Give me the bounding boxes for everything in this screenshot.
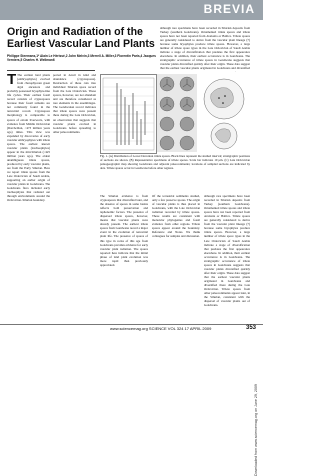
download-text: Downloaded from www.sciencemag.org on June 29, 2009 [254, 384, 258, 476]
body-column-4 [100, 194, 148, 321]
column-1-text: The earliest land plants (embryophytes) evolved from charophycean green algal ancestors and probably possessed bryophyte-like life cycles. Their earliest fossil record consists of cryptospores because their fossil remains are not commonly found in the terrestrial record. Cryptospore morphology is comparable to spores of extant liverworts, with evidence from Middle Ordovician (Darriwilian, ~473 million years ago) times. This view was expanded by discoveries of early vascular embryophytes with trilete spores. The earliest known vascular plants (tracheophytes) appear in the mid-Silurian (~425 million years ago). The oldest unambiguous trilete spores, produced by early vascular plants, are from the Early Silurian. Here we report trilete spores from the Late Ordovician of Saudi Arabia, supporting an earlier origin of vascular plants in Gondwana. The Gondwana flora included early tracheophytes that radiated out through environments around the Ordovician–Silurian boundary. [7, 73, 50, 203]
section-label: BREVIA [203, 2, 255, 16]
journal-info: www.sciencemag.org SCIENCE VOL 324 17 APRIL 2009 [110, 326, 212, 331]
column-3-text: although rare specimens have been recorded in Silurian deposits from Turkey (southern Gondwana). Ornamented trilete spores and trilete spores have not been reported from Avalonia or Baltica. Trilete spores are generally considered to derive from the vascular plant lineage (7) because some bryophytes produce trilete spores. However, a large number of trilete spore types in the Late Ordovician of Saudi Arabia indicate a stage of diversification that predates the first appearance elsewhere. In addition, their earliest occurrence is in Gondwana. The stratigraphic occurrence of trilete spores in Gondwana suggests that vascular plants diversified quickly after their origin. These data suggest that the earliest vascular plants originated in Gondwana and diversified [160, 26, 250, 71]
body-column-1 [7, 73, 50, 321]
section-banner [0, 0, 263, 20]
figure-caption [100, 154, 250, 190]
article-title: Origin and Radiation of the Earliest Vascular Land Plants [7, 26, 155, 50]
figure-panel-map [199, 74, 250, 152]
download-watermark [254, 160, 262, 476]
body-column-6 [204, 194, 250, 321]
footer-rule [0, 324, 263, 325]
body-column-2 [53, 73, 96, 321]
title-rule [7, 70, 95, 71]
drop-cap: T [7, 71, 17, 88]
page-number: 353 [245, 325, 256, 331]
spore-micrographs [157, 74, 197, 152]
author-list: Philippe Steemans,1* Alain Le Hérissé,2 John Melvin,3 Merrell A. Miller,3 Florentin Paris,4 Jacques Verniers,5 Charles H. Wellman6 [7, 54, 156, 63]
column-2-text: ported in detail in kind and abundance (cryptospores). Destruction of these cuts into individual Silurian spore record from the Late Ordovician. These spores, however, are not abundant and are therefore considered as rare elements in the assemblages. The Gondwanan record indicates that trilete spores were present there during the Late Ordovician, an observation that suggests that vascular plants evolved in Gondwana before spreading to other paleocontinents. [53, 73, 96, 134]
column-5-text: Of the terrestrial sediments studied, only a few preserve spores. The origin of vascular plants is thus placed in Gondwana, with the Late Ordovician radiation recorded by trilete spores. These results are consistent with molecular phylogenies and fossil evidence from other regions. Trilete spores appear around the boundary. Reference and Notes. We thank colleagues for samples and discussion. [152, 194, 200, 239]
figure-caption-text: Fig. 1. (A) Distribution of Lower Devonian trilete spores. Black lines represent the studied interval; stratigraphic positions of sections are shown. (B) Representative specimens of trilete spores. Scale bar indicates 10 μm. (C) Late Ordovician paleogeographic map showing Gondwana and adjacent paleocontinents; locations of sampled sections are indicated by dots. Trilete spores occur in Gondwana before other regions. [100, 154, 250, 171]
paleogeographic-map [199, 74, 250, 152]
figure-panel-spores [157, 74, 197, 152]
page-footer [0, 324, 263, 335]
column-4-text: The Silurian evidence is from cryptospores that diversified later, and the absence of spores in some basins reflects both preservation and taphonomic factors. The presence of dispersed trilete spores, however, means that vascular plants were already present. The earliest trilete spores from Gondwana record a major event in the evolution of terrestrial plant life. The presence of spores of this type in rocks of this age from Gondwana provides evidence for early vascular plant radiation. The spores reported here indicate that the initial phase of land plant evolution was more rapid than previously appreciated. [100, 194, 148, 267]
figure-1 [100, 72, 250, 190]
stratigraphy-diagram [101, 75, 156, 153]
figure-panel-stratigraphy [100, 74, 157, 154]
body-column-3 [160, 26, 250, 70]
column-6-text: although rare specimens have been recorded in Silurian deposits from Turkey (southern Gondwana). Ornamented trilete spores and trilete spores have not been reported from Avalonia or Baltica. Trilete spores are generally considered to derive from the vascular plant lineage (7) because some bryophytes produce trilete spores. However, a large number of trilete spore types in the Late Ordovician of Saudi Arabia indicate a stage of diversification that predates the first appearance elsewhere. In addition, their earliest occurrence is in Gondwana. The stratigraphic occurrence of trilete spores in Gondwana suggests that vascular plants diversified quickly after their origin. These data suggest that the earliest vascular plants originated in Gondwana and diversified there during the Late Ordovician. Trilete spores from other paleocontinents appear later, in the Silurian, consistent with the dispersal of vascular plants out of Gondwana. [204, 194, 250, 308]
body-column-5 [152, 194, 200, 321]
